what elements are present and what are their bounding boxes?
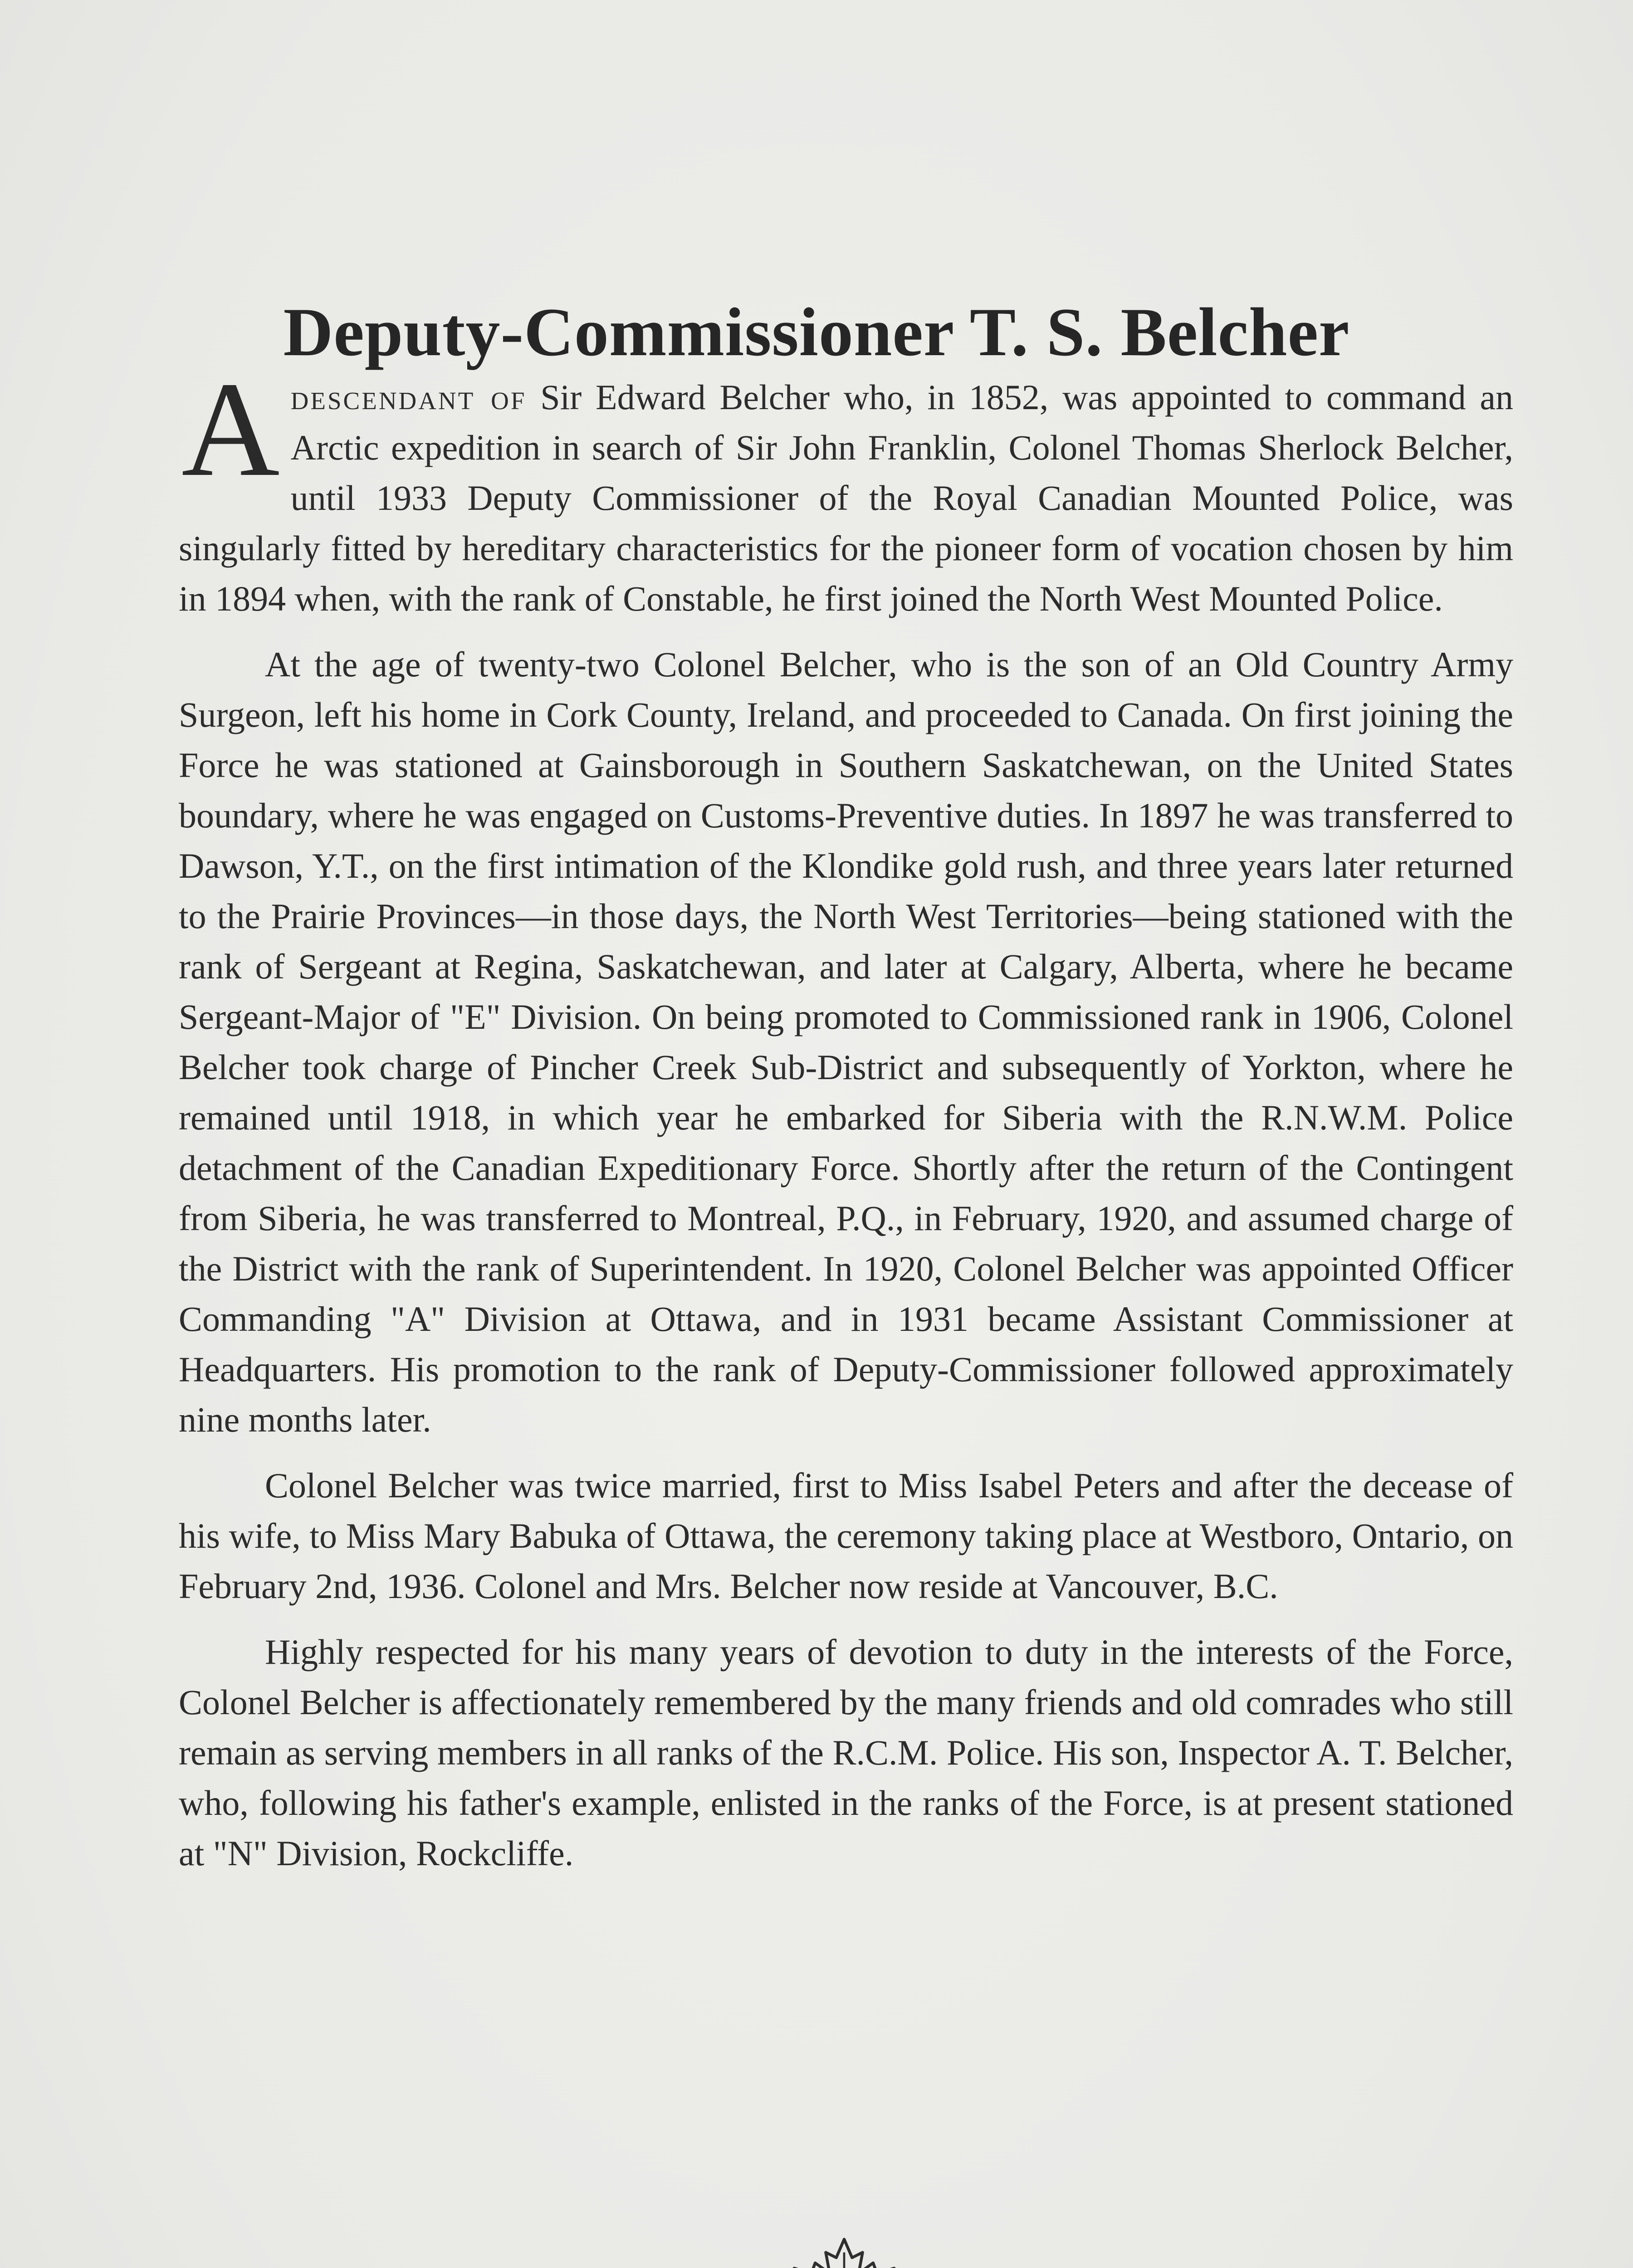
maple-leaf-icon: [778, 2234, 910, 2268]
paragraph-1-text: Sir Edward Belcher who, in 1852, was appointed to command an Arctic expedition in search of Sir John Franklin, Colonel Thomas Sherlock Belcher, until 1933 Deputy Commissioner of the Royal Canadian Mounted Police, was singularly fitted by hereditary characteristics for the pioneer form of vocation chosen by him in 1894 when, with the rank of Constable, he first joined the North West Mounted Police.: [179, 377, 1514, 618]
page-title: Deputy-Commissioner T. S. Belcher: [283, 293, 1350, 370]
article-body: [179, 354, 1514, 1894]
opening-small-caps: descendant of: [290, 377, 527, 417]
paragraph-1: [179, 354, 1514, 624]
paragraph-2: At the age of twenty-two Colonel Belcher, who is the son of an Old Country Army Surgeon, left his home in Cork County, Ireland, and proceeded to Canada. On first joining the Force he was stationed at Gainsborough in Southern Saskatchewan, on the United States boundary, where he was engaged on Customs-Preventive duties. In 1897 he was transferred to Dawson, Y.T., on the first intimation of the Klondike gold rush, and three years later returned to the Prairie Provinces—in those days, the North West Territories—being stationed with the rank of Sergeant at Regina, Saskatchewan, and later at Calgary, Alberta, where he became Sergeant-Major of "E" Division. On being promoted to Commissioned rank in 1906, Colonel Belcher took charge of Pincher Creek Sub-District and subsequently of Yorkton, where he remained until 1918, in which year he embarked for Siberia with the R.N.W.M. Police detachment of the Canadian Expeditionary Force. Shortly after the return of the Contingent from Siberia, he was transferred to Montreal, P.Q., in February, 1920, and assumed charge of the District with the rank of Superintendent. In 1920, Colonel Belcher was appointed Officer Commanding "A" Division at Ottawa, and in 1931 became Assistant Commissioner at Headquarters. His promotion to the rank of Deputy-Commissioner followed approximately nine months later.: [179, 645, 1513, 1439]
paragraph-4: Highly respected for his many years of devotion to duty in the interests of the Force, Colonel Belcher is affectionately remembered by the many friends and old comrades who still remain as serving members in all ranks of the R.C.M. Police. His son, Inspector A. T. Belcher, who, following his father's example, enlisted in the ranks of the Force, is at present stationed at "N" Division, Rockcliffe.: [179, 1632, 1513, 1873]
drop-cap: A: [181, 354, 280, 504]
paragraph-3: Colonel Belcher was twice married, first to Miss Isabel Peters and after the decease of his wife, to Miss Mary Babuka of Ottawa, the ceremony taking place at Westboro, Ontario, on February 2nd, 1936. Colonel and Mrs. Belcher now reside at Vancouver, B.C.: [179, 1466, 1513, 1606]
